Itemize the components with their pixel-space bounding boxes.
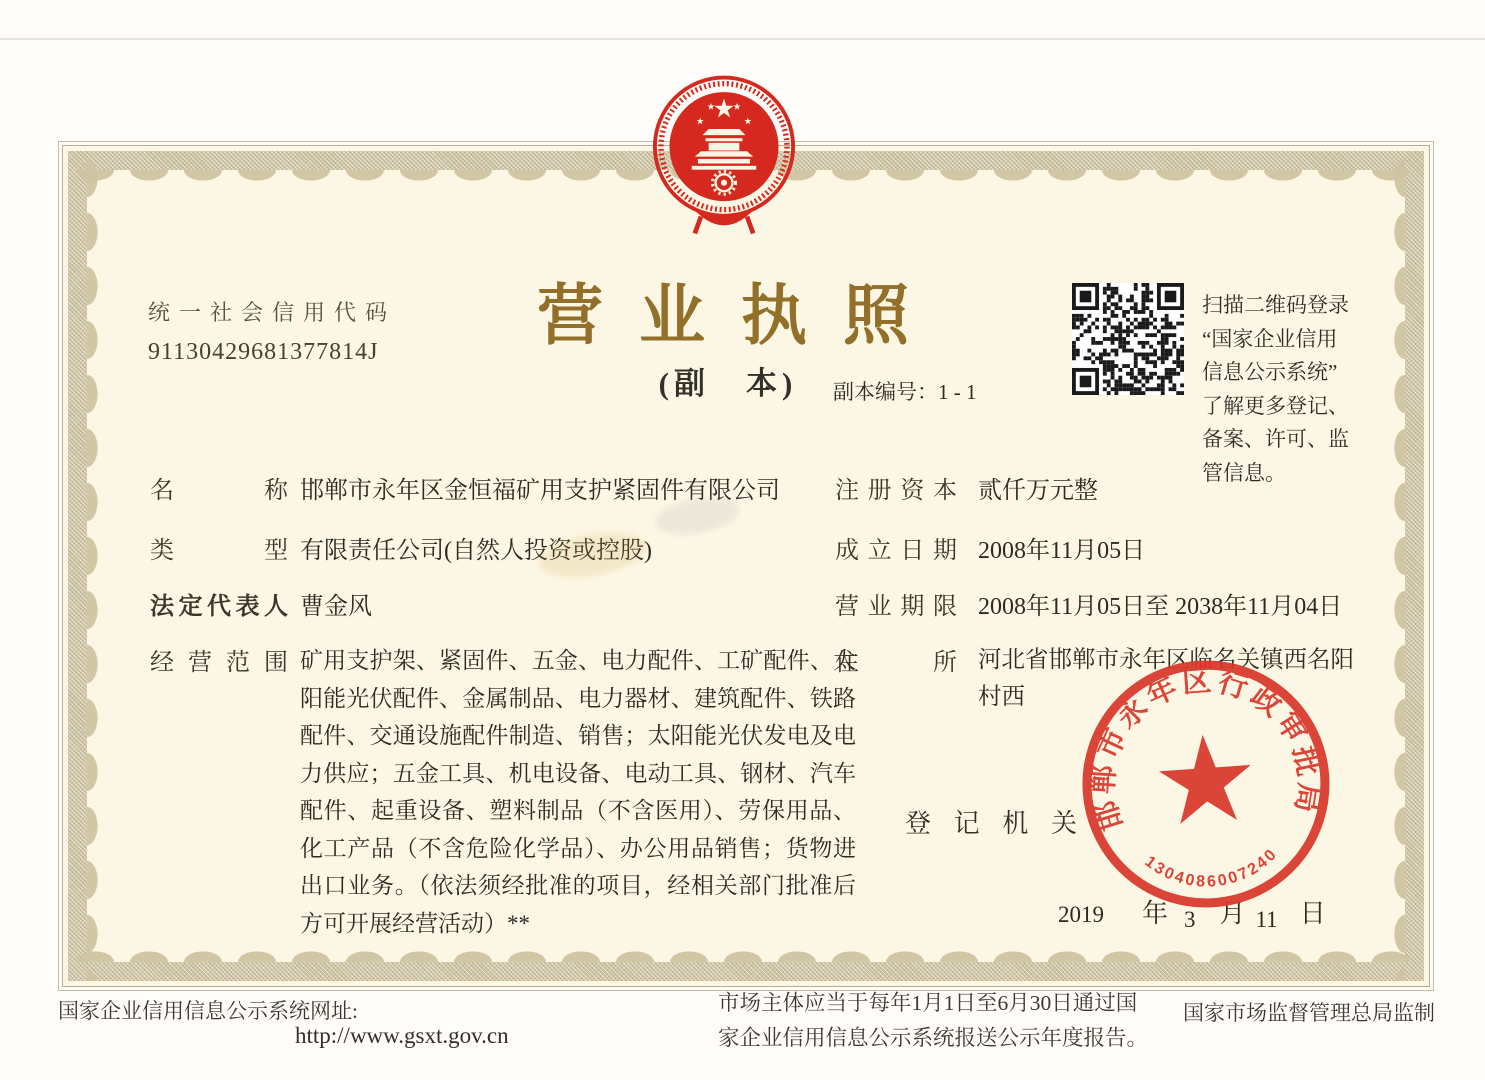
footer-annual-report-note — [718, 986, 1166, 1056]
field-value-business-term: 2008年11月05日至 2038年11月04日 — [978, 594, 1343, 620]
field-value-name: 邯郸市永年区金恒福矿用支护紧固件有限公司 — [300, 478, 780, 504]
seal-number: 1304086007240 — [1141, 844, 1282, 891]
field-label-establishment-date: 成立日期 — [835, 538, 957, 564]
scan-edge-line — [0, 38, 1485, 40]
issue-date-day-unit: 日 — [1299, 899, 1326, 928]
border-band-right — [1405, 151, 1424, 981]
footer-gsxt-url: http://www.gsxt.gov.cn — [295, 1023, 509, 1048]
footer-note-line2: 家企业信用信息公示系统报送公示年度报告。 — [718, 1026, 1149, 1050]
field-value-type: 有限责任公司(自然人投资或控股) — [300, 538, 652, 564]
issue-date-month: 3 — [1184, 907, 1196, 932]
border-scallop-bottom — [68, 947, 1424, 962]
credit-code-value: 91130429681377814J — [148, 339, 379, 365]
qr-caption-line: “国家企业信用 — [1202, 326, 1338, 351]
field-label-legal-representative: 法定代表人 — [150, 594, 288, 620]
license-title: 营业执照 — [537, 278, 945, 352]
issue-date-year-unit: 年 — [1142, 899, 1169, 928]
field-label-registered-capital: 注册资本 — [835, 478, 957, 504]
field-value-registered-capital: 贰仟万元整 — [978, 478, 1098, 504]
border-scallop-left — [87, 151, 102, 981]
license-subtitle: (副 本) — [658, 366, 798, 401]
qr-caption-line: 了解更多登记、 — [1202, 393, 1349, 418]
qr-caption-line: 管信息。 — [1202, 460, 1286, 485]
credit-code-block — [148, 296, 396, 366]
border-band-bottom — [68, 962, 1424, 981]
issue-date-day: 11 — [1255, 907, 1278, 932]
footer-gsxt-label: 国家企业信用信息公示系统网址: — [58, 999, 358, 1023]
issue-date-month-unit: 月 — [1219, 899, 1246, 928]
field-label-business-scope: 经营范围 — [150, 650, 288, 676]
field-value-legal-representative: 曹金风 — [300, 594, 372, 620]
seal-text: 邯郸市永年区行政审批局 — [1087, 665, 1325, 835]
footer-note-line1: 市场主体应当于每年1月1日至6月30日通过国 — [718, 991, 1138, 1015]
footer-supervisor: 国家市场监督管理总局监制 — [1183, 1001, 1435, 1025]
field-value-business-scope: 矿用支护架、紧固件、五金、电力配件、工矿配件、太阳能光伏配件、金属制品、电力器材、建筑配件、铁路配件、交通设施配件制造、销售；太阳能光伏发电及电力供应；五金工具、机电设备、电动工具、钢材、汽车配件、起重设备、塑料制品（不含医用）、劳保用品、化工产品（不含危险化学品）、办公用品销售；货物进出口业务。（依法须经批准的项目，经相关部门批准后方可开展经营活动）** — [300, 648, 856, 936]
qr-caption-line: 扫描二维码登录 — [1202, 293, 1349, 317]
qr-code-icon — [1072, 283, 1184, 395]
field-label-business-term: 营业期限 — [835, 594, 957, 620]
field-label-name: 名称 — [150, 478, 288, 504]
credit-code-label: 统一社会信用代码 — [148, 300, 397, 325]
qr-caption-line: 信息公示系统” — [1202, 360, 1338, 384]
official-seal — [1072, 650, 1341, 919]
issue-date-year: 2019 — [1058, 902, 1104, 927]
copy-number: 副本编号：1 - 1 — [833, 380, 977, 404]
field-value-establishment-date: 2008年11月05日 — [978, 538, 1146, 564]
field-value-address: 河北省邯郸市永年区临名关镇西名阳村西 — [978, 647, 1354, 710]
national-emblem-icon — [646, 66, 802, 258]
border-scallop-right — [1390, 151, 1405, 981]
field-label-type: 类型 — [150, 538, 288, 564]
field-label-address: 住所 — [835, 650, 957, 676]
border-band-left — [68, 151, 87, 981]
registration-authority-label: 登记机关 — [905, 809, 1077, 838]
qr-caption — [1202, 289, 1380, 490]
qr-caption-line: 备案、许可、监 — [1202, 427, 1349, 451]
seal-star-icon — [1157, 732, 1255, 826]
